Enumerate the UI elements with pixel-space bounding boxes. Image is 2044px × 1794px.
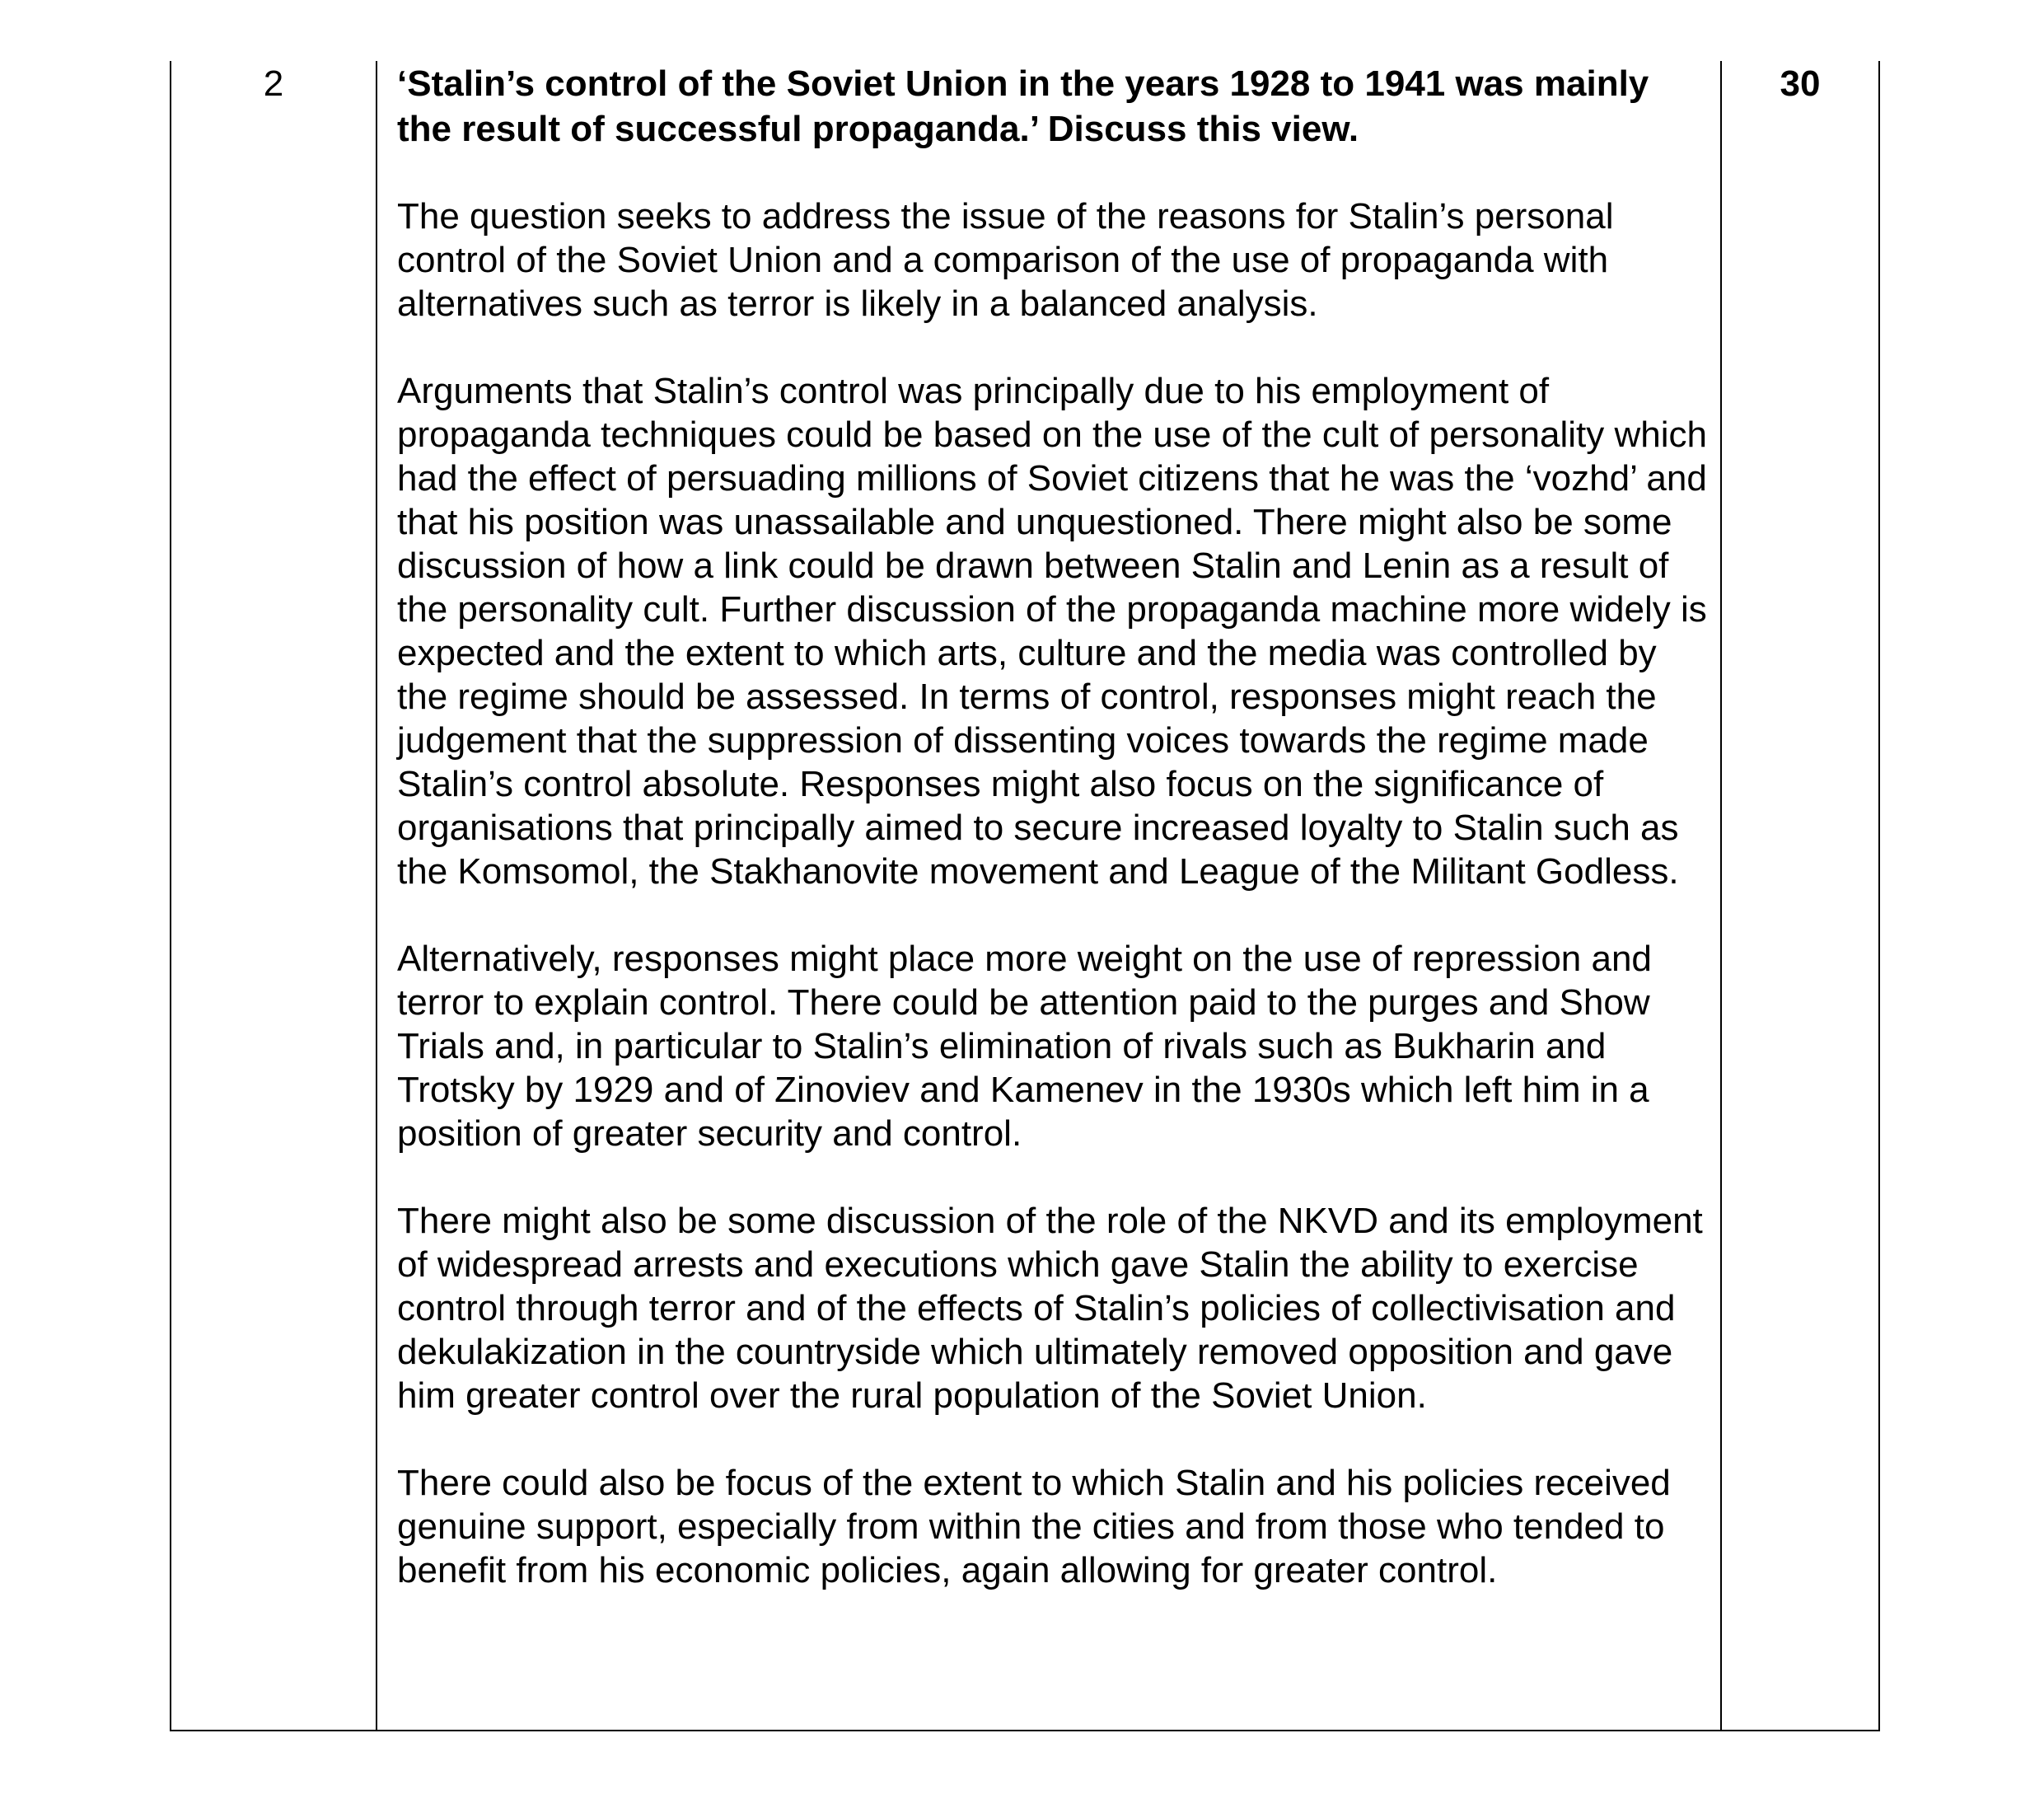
- column-divider: [376, 61, 377, 1730]
- answer-guidance: [397, 61, 1707, 1592]
- guidance-paragraph: The question seeks to address the issue of the reasons for Stalin’s personal control of the Soviet Union and a comparison of the use of propaganda with alternatives such as terror is likely in a balanced analysis.: [397, 196, 1614, 324]
- guidance-paragraph: There could also be focus of the extent to which Stalin and his policies received genuine support, especially from within the cities and from those who tended to benefit from his economic policies, again allowing for greater control.: [397, 1463, 1671, 1590]
- mark-scheme-table: [170, 61, 1880, 1731]
- question-title: ‘Stalin’s control of the Soviet Union in the years 1928 to 1941 was mainly the result of successful propaganda.’ Discuss this view.: [397, 63, 1649, 149]
- question-marks: 30: [1780, 63, 1821, 104]
- guidance-paragraph: Alternatively, responses might place more weight on the use of repression and terror to explain control. There could be attention paid to the purges and Show Trials and, in particular to Stalin’s elimination of rivals such as Bukharin and Trotsky by 1929 and of Zinoviev and Kamenev in the 1930s which left him in a position of greater security and control.: [397, 939, 1652, 1154]
- guidance-paragraph: Arguments that Stalin’s control was principally due to his employment of propaganda techniques could be based on the use of the cult of personality which had the effect of persuading millions of Soviet citizens that he was the ‘vozhd’ and that his position was unassailable and unquestioned. There might also be some discussion of how a link could be drawn between Stalin and Lenin as a result of the personality cult. Further discussion of the propaganda machine more widely is expected and the extent to which arts, culture and the media was controlled by the regime should be assessed. In terms of control, responses might reach the judgement that the suppression of dissenting voices towards the regime made Stalin’s control absolute. Responses might also focus on the significance of organisations that principally aimed to secure increased loyalty to Stalin such as the Komsomol, the Stakhanovite movement and League of the Militant Godless.: [397, 371, 1707, 892]
- question-number: 2: [263, 63, 284, 104]
- column-divider: [1720, 61, 1722, 1730]
- guidance-paragraph: There might also be some discussion of the role of the NKVD and its employment of widespread arrests and executions which gave Stalin the ability to exercise control through terror and of the effects of Stalin’s policies of collectivisation and dekulakization in the countryside which ultimately removed opposition and gave him greater control over the rural population of the Soviet Union.: [397, 1201, 1703, 1416]
